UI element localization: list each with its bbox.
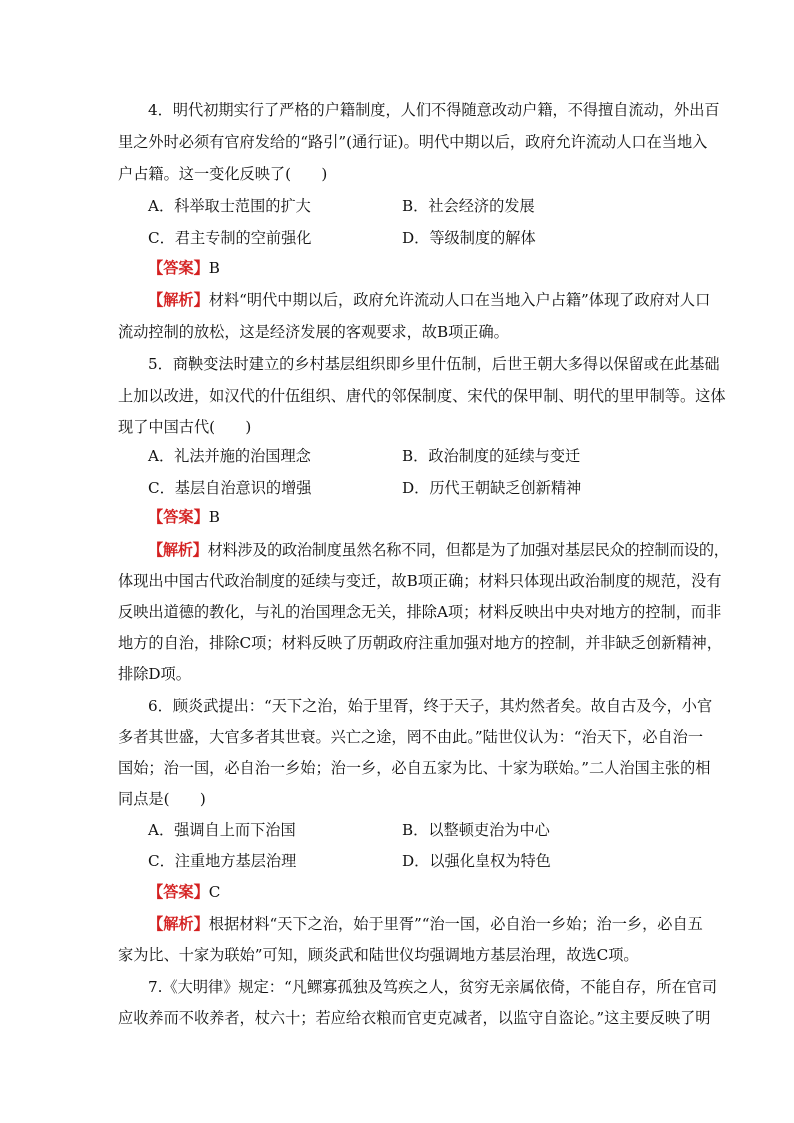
question-4-answer <box>148 258 220 278</box>
question-5-answer <box>148 507 220 527</box>
question-6-option-a: A．强调自上而下治国 <box>148 821 296 839</box>
answer-value: B <box>208 259 220 277</box>
answer-tag: 【答案】 <box>148 508 209 526</box>
question-6-stem-line-1: 6．顾炎武提出：“天下之治，始于里胥，终于天子，其灼然者矣。故自古及今，小官 <box>148 697 713 715</box>
analysis-tag: 【解析】 <box>148 541 208 559</box>
question-5-analysis-line-4: 地方的自治，排除C项；材料反映了历朝政府注重加强对地方的控制，并非缺乏创新精神， <box>118 634 722 652</box>
question-4-option-d: D．等级制度的解体 <box>402 229 536 247</box>
question-4-option-b: B．社会经济的发展 <box>402 197 535 215</box>
question-5-option-a: A．礼法并施的治国理念 <box>148 447 311 465</box>
answer-value: B <box>208 508 220 526</box>
question-7-stem-line-1: 7.《大明律》规定：“凡鳏寡孤独及笃疾之人，贫穷无亲属依倚，不能自存，所在官司 <box>148 978 718 996</box>
question-4-analysis-line-1 <box>148 290 711 310</box>
question-4-stem-line-1: 4．明代初期实行了严格的户籍制度，人们不得随意改动户籍，不得擅自流动，外出百 <box>148 101 720 119</box>
answer-value: C <box>208 883 221 901</box>
analysis-text: 材料“明代中期以后，政府允许流动人口在当地入户占籍”体现了政府对人口 <box>208 291 711 309</box>
question-4-stem-line-2: 里之外时必须有官府发给的“路引”(通行证)。明代中期以后，政府允许流动人口在当地入 <box>118 133 708 151</box>
analysis-text: 根据材料“天下之治，始于里胥”“治一国，必自治一乡始；治一乡，必自五 <box>208 915 703 933</box>
question-5-analysis-line-3: 反映出道德的教化，与礼的治国理念无关，排除A项；材料反映出中央对地方的控制，而非 <box>118 603 722 621</box>
question-5-stem-line-1: 5．商鞅变法时建立的乡村基层组织即乡里什伍制，后世王朝大多得以保留或在此基础 <box>148 355 720 373</box>
question-5-analysis-line-2: 体现出中国古代政治制度的延续与变迁，故B项正确；材料只体现出政治制度的规范，没有 <box>118 572 722 590</box>
question-5-analysis-line-5: 排除D项。 <box>118 665 191 683</box>
question-5-option-d: D．历代王朝缺乏创新精神 <box>402 479 582 497</box>
question-5-option-b: B．政治制度的延续与变迁 <box>402 447 581 465</box>
answer-tag: 【答案】 <box>148 883 209 901</box>
question-6-analysis-line-1 <box>148 914 708 934</box>
question-4-option-c: C．君主专制的空前强化 <box>148 229 312 247</box>
question-7-stem-line-2: 应收养而不收养者，杖六十；若应给衣粮而官吏克减者，以监守自盗论。”这主要反映了明 <box>118 1009 711 1027</box>
question-4-analysis-line-2: 流动控制的放松，这是经济发展的客观要求，故B项正确。 <box>118 323 509 341</box>
question-6-answer <box>148 882 220 902</box>
question-6-stem-line-4: 同点是( ) <box>118 790 206 808</box>
analysis-tag: 【解析】 <box>148 291 209 309</box>
question-5-stem-line-3: 现了中国古代( ) <box>118 418 252 436</box>
question-6-analysis-line-2: 家为比、十家为联始”可知，顾炎武和陆世仪均强调地方基层治理，故选C项。 <box>118 946 639 964</box>
question-6-option-b: B．以整顿吏治为中心 <box>402 821 550 839</box>
question-5-analysis-line-1 <box>148 540 729 560</box>
analysis-text: 材料涉及的政治制度虽然名称不同，但都是为了加强对基层民众的控制而设的， <box>207 541 729 559</box>
question-6-stem-line-3: 国始；治一国，必自治一乡始；治一乡，必自五家为比、十家为联始。”二人治国主张的相 <box>118 759 711 777</box>
question-6-option-c: C．注重地方基层治理 <box>148 852 297 870</box>
question-6-stem-line-2: 多者其世盛，大官多者其世衰。兴亡之途，罔不由此。”陆世仪认为：“治天下，必自治一 <box>118 728 704 746</box>
question-4-stem-line-3: 户占籍。这一变化反映了( ) <box>118 165 328 183</box>
question-4-option-a: A．科举取士范围的扩大 <box>148 197 311 215</box>
analysis-tag: 【解析】 <box>148 915 209 933</box>
question-5-option-c: C．基层自治意识的增强 <box>148 479 312 497</box>
answer-tag: 【答案】 <box>148 259 209 277</box>
question-6-option-d: D．以强化皇权为特色 <box>402 852 551 870</box>
question-5-stem-line-2: 上加以改进，如汉代的什伍组织、唐代的邻保制度、宋代的保甲制、明代的里甲制等。这体 <box>118 387 726 405</box>
